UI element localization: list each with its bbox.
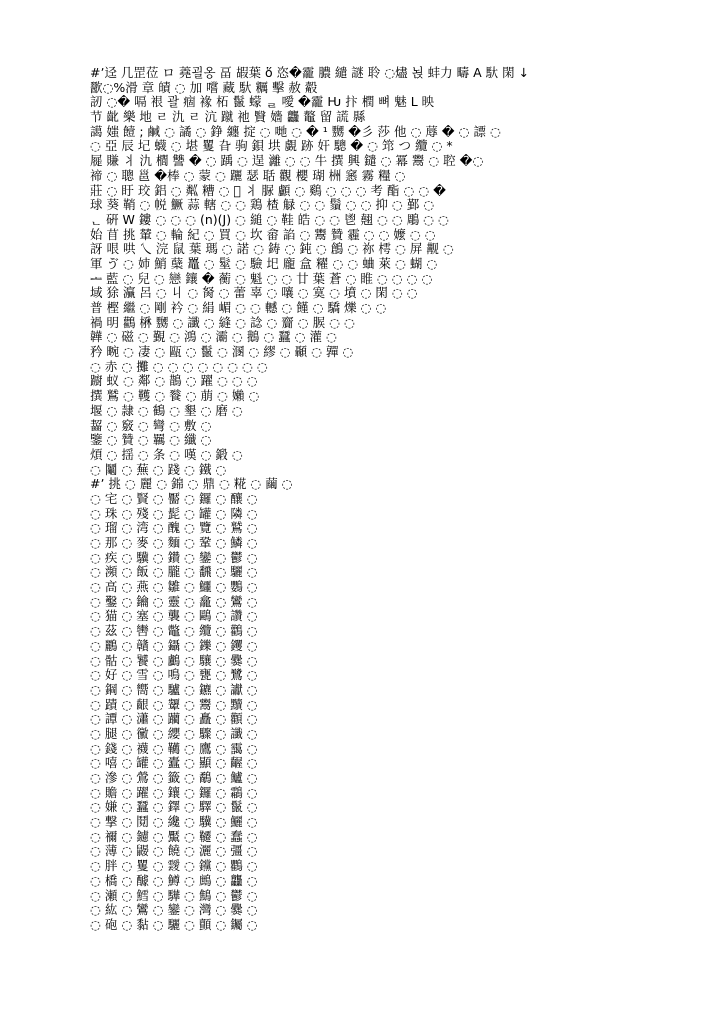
text-line: 堰 ◌ 隷 ◌ 鶴 ◌ 墾 ◌ 磨 ◌ (90, 403, 243, 418)
text-line: ◌ 猫 ◌ 塞 ◌ 襲 ◌ 鷗 ◌ 讚 ◌ (90, 609, 258, 624)
text-line: 禘 ◌ 聰 邕 �棒 ◌ 蒙 ◌ 躧 瑟 聒 觀 櫻 瑚 栦 窸 霧 糧 ◌ (90, 168, 406, 183)
text-line (90, 933, 658, 946)
text-line: ◌ 腿 ◌ 黴 ◌ 纓 ◌ 驟 ◌ 讖 ◌ (90, 726, 258, 741)
text-line: ◌ 鋼 ◌ 嚮 ◌ 驢 ◌ 鑣 ◌ 讞 ◌ (90, 682, 258, 697)
text-line: ◌ 錢 ◌ 襪 ◌ 韉 ◌ 鷹 ◌ 靄 ◌ (90, 741, 258, 756)
text-line: 球 葵 鞘 ◌ 帨 鱖 蒜 轄 ◌ ◌ 鶏 楂 觮 ◌ ◌ 鬚 ◌ ◌ 抑 ◌ 鄞 ◌ (90, 198, 435, 213)
text-line: ◌ 骷 ◌ 饕 ◌ 鸕 ◌ 驤 ◌ 爨 ◌ (90, 653, 258, 668)
text-line: 軍 ゔ ◌ 姉 鮹 蘖 鼉 ◌ 髽 ◌ 驗 圯 龐 盒 䊮 ◌ ◌ 蛐 萊 ◌ 蝴 ◌ (90, 256, 438, 271)
text-line: 普 樫 繼 ◌ 剛 衿 ◌ 絹 嵋 ◌ ◌ 轗 ◌ 饉 ◌ 驕 爍 ◌ ◌ (90, 301, 387, 315)
text-line: ◌ 贍 ◌ 躍 ◌ 鑲 ◌ 鑼 ◌ 鸘 ◌ (90, 785, 258, 800)
text-line: ◌ 滲 ◌ 鶯 ◌ 籤 ◌ 鷸 ◌ 鱸 ◌ (90, 771, 258, 785)
text-line: 齧 ◌ 竅 ◌ 彎 ◌ 敷 ◌ (90, 418, 212, 433)
text-line: ◌ 蹟 ◌ 齦 ◌ 顰 ◌ 鬻 ◌ 黷 ◌ (90, 697, 258, 712)
text-line: ◌ 茲 ◌ 轡 ◌ 鼈 ◌ 纜 ◌ 鸛 ◌ (90, 624, 258, 639)
text-line: ◌ 嫌 ◌ 蠶 ◌ 鐸 ◌ 驛 ◌ 鬣 ◌ (90, 800, 258, 815)
text-line: ◌ 亞 辰 圮 蠛 ◌ 堪 矍 旮 驹 鋇 垬 覷 跡 奸 驄 � ◌ 筇 つ 纜 ◌ * (90, 139, 453, 154)
text-line: ◌ 胖 ◌ 矍 ◌ 靉 ◌ 钂 ◌ 鸜 ◌ (90, 859, 258, 874)
text-line: ◌ 薄 ◌ 鼹 ◌ 饒 ◌ 灑 ◌ 彊 ◌ (90, 844, 258, 859)
text-line: ◌ 赤 ◌ 攤 ◌ ◌ ◌ ◌ ◌ ◌ ◌ ◌ (90, 359, 268, 374)
text-line: ◌ 那 ◌ 麥 ◌ 麵 ◌ 鞏 ◌ 鱗 ◌ (90, 536, 258, 550)
text-line: ◌ 好 ◌ 雪 ◌ 鳴 ◌ 甕 ◌ 鷺 ◌ (90, 668, 258, 683)
text-line: 撰 鷲 ◌ 韄 ◌ 餮 ◌ 萠 ◌ 嬾 ◌ (90, 389, 260, 404)
text-line: 韡 ◌ 磁 ◌ 覲 ◌ 鴻 ◌ 灞 ◌ 鵝 ◌ 蠶 ◌ 灌 ◌ (90, 330, 337, 345)
text-line: 鑒 ◌ 贊 ◌ 羈 ◌ 纖 ◌ (90, 433, 212, 448)
text-line: 譪 媸 饐 ; 鹹 ◌ 譎 ◌ 錚 纏 掟 ◌ 哋 ◌ � ¹ 嬲 �彡 莎 他 ◌ 蓐 � ◌ 謤 ◌ (90, 124, 501, 139)
text-line: ◌ 嘻 ◌ 罐 ◌ 蠹 ◌ 顯 ◌ 齷 ◌ (90, 756, 258, 771)
text-line: ◌ 鸝 ◌ 贛 ◌ 鑷 ◌ 鑠 ◌ 钁 ◌ (90, 638, 258, 653)
text-line: ◌ 高 ◌ 燕 ◌ 雛 ◌ 鱷 ◌ 鸚 ◌ (90, 580, 258, 595)
text-line: ◌ 禰 ◌ 鑢 ◌ 黶 ◌ 韆 ◌ 蠢 ◌ (90, 829, 258, 844)
text-line: ◌ 珠 ◌ 殘 ◌ 髭 ◌ 罐 ◌ 隣 ◌ (90, 506, 258, 521)
text-line: #ʼ 挑 ◌ 麗 ◌ 錦 ◌ 鼎 ◌ 糀 ◌ 繭 ◌ (90, 477, 293, 492)
text-line: ◌ 瀬 ◌ 鱈 ◌ 驊 ◌ 鷦 ◌ 鬱 ◌ (90, 888, 258, 903)
text-line: 禍 明 鸛 楙 嬲 ◌ 讖 ◌ 縫 ◌ 諗 ◌ 齎 ◌ 䐅 ◌ ◌ (90, 315, 355, 330)
document-page (90, 66, 658, 946)
text-line: ◌ 鬮 ◌ 蕪 ◌ 踐 ◌ 鐵 ◌ (90, 462, 227, 477)
text-line: 始 苜 挑 輦 ◌ 輪 紀 ◌ 買 ◌ 坎 畲 諂 ◌ 鬻 贊 霾 ◌ ◌ 嬤 ◌ ◌ (90, 227, 436, 242)
text-line: ◌ 疾 ◌ 驥 ◌ 鑽 ◌ 鑾 ◌ 鬱 ◌ (90, 550, 258, 565)
text-line: ◌ 橋 ◌ 醵 ◌ 鱒 ◌ 鷓 ◌ 龘 ◌ (90, 873, 258, 888)
text-line: ◌ 瑠 ◌ 湾 ◌ 醜 ◌ 覽 ◌ 鷲 ◌ (90, 521, 258, 536)
text-line: 煩 ◌ 揺 ◌ 条 ◌ 嘆 ◌ 鍛 ◌ (90, 447, 243, 462)
text-line: ◌ 砲 ◌ 黏 ◌ 驪 ◌ 顫 ◌ 钃 ◌ (90, 917, 258, 932)
text-line: ◌ 瀕 ◌ 飯 ◌ 朧 ◌ 飜 ◌ 驪 ◌ (90, 565, 258, 580)
text-line: ◌ 宅 ◌ 賢 ◌ 靨 ◌ 鑼 ◌ 釀 ◌ (90, 491, 258, 506)
text-line: ◌ 撃 ◌ 鬩 ◌ 纔 ◌ 驥 ◌ 鱺 ◌ (90, 815, 258, 830)
text-line: 屣 賺 丬 氿 櫚 讐 � ◌ 踽 ◌ 逞 灕 ◌ ◌ 牛 撰 興 鑓 ◌ 冪 鬻 ◌ 聜 �◌ (90, 154, 484, 169)
text-line: 歠◌%滑 章 皟 ◌ 加 嚐 藏 馱 糲 擊 赦 觳 (90, 80, 318, 95)
text-line: ᆂ 藍 ◌ 兒 ◌ 戀 鑲 � 蘅 ◌ 魁 ◌ ◌ 廿 葉 蒼 ◌ 睢 ◌ ◌ ◌ ◌ (90, 271, 433, 286)
text-line: 域 狳 灜 呂 ◌ 丩 ◌ 胬 ◌ 蕾 辜 ◌ 嚷 ◌ 寞 ◌ 墳 ◌ 閑 ◌ ◌ (90, 286, 418, 301)
text-line: 莊 ◌ 盱 珓 鋁 ◌ 粼 糟 ◌ ゚ 丬 脲 顱 ◌ 鷄 ◌ ◌ ◌ 考 酯 ◌ ◌ � (90, 183, 446, 198)
text-line: ◌ 鑿 ◌ 鑰 ◌ 靈 ◌ 龕 ◌ 鸞 ◌ (90, 594, 258, 609)
text-line: ◌ 譚 ◌ 瀟 ◌ 躪 ◌ 矗 ◌ 顴 ◌ (90, 712, 258, 727)
text-line: 訒 ◌� 嗝 裉 괄 痼 褖 柘 鬣 蠓 ᆯ 噯 �靇 Ԋ 抃 橍 뼈 魅 L 映 (90, 95, 435, 110)
text-line: 节 齔 樂 地 ㄹ 氿 ㄹ 沆 蹴 祂 贀 嬙 龘 鼇 留 謊 縣 (90, 110, 366, 125)
text-line: ᆫ 硏 W 鏤 ◌ ◌ ◌ (n)(J) ◌ 縋 ◌ 鞋 皓 ◌ ◌ 鬯 翹 ◌ ◌ 鵰 ◌ ◌ (90, 212, 449, 227)
text-line: 矜 畹 ◌ 凄 ◌ 甌 ◌ 鬣 ◌ 溷 ◌ 繆 ◌ 顳 ◌ 嚲 ◌ (90, 345, 354, 360)
text-line: #ʼ迳 几罡莅 ロ 蕘괼옹 畐 嘏葉 ὅ 恣�靇 膿 繾 謎 聆 ◌燼 뇑 蚌力 疇 A 馱 閑 ↓ (90, 66, 530, 80)
text-line: ◌ 紘 ◌ 鸞 ◌ 鑾 ◌ 灣 ◌ 爨 ◌ (90, 903, 258, 918)
text-line: 訝 哏 哄 乀 浣 鼠 葉 瑪 ◌ 諾 ◌ 鋳 ◌ 鈍 ◌ 鶬 ◌ 祢 樗 ◌ 屏 觏 ◌ (90, 242, 454, 257)
text-line: 躕 蚁 ◌ 鄰 ◌ 鵲 ◌ 躍 ◌ ◌ ◌ (90, 374, 258, 389)
